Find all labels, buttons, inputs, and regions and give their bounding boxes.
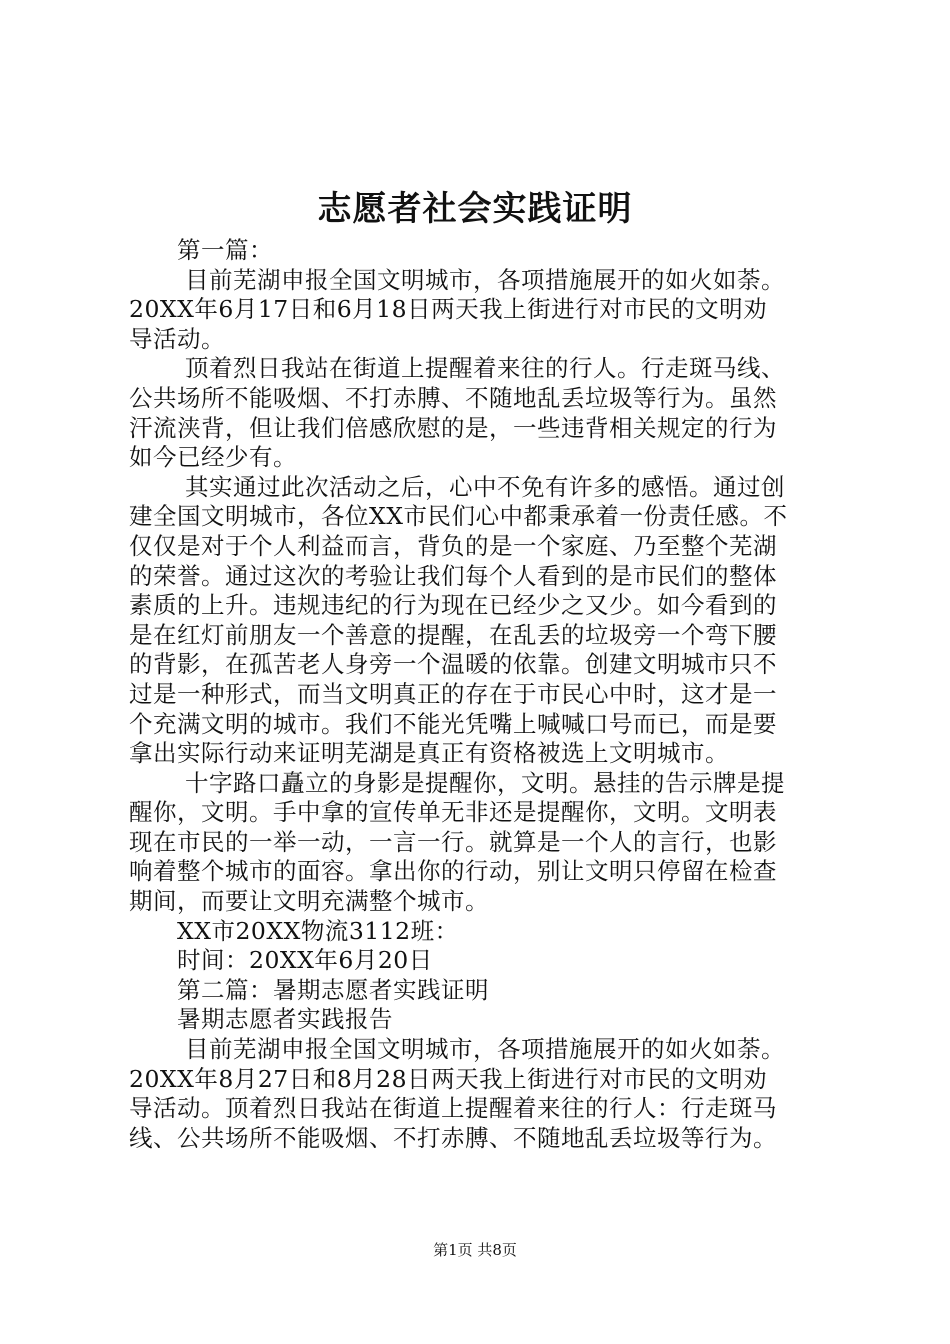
- page-footer: 第1页 共8页: [433, 1241, 517, 1259]
- text-line: 建全国文明城市，各位XX市民们心中都秉承着一份责任感。不: [129, 502, 788, 531]
- text-line: 素质的上升。违规违纪的行为现在已经少之又少。如今看到的: [129, 591, 777, 620]
- text-line: 拿出实际行动来证明芜湖是真正有资格被选上文明城市。: [129, 739, 729, 768]
- document-title: 志愿者社会实践证明: [317, 189, 633, 229]
- text-line: 暑期志愿者实践报告: [177, 1005, 393, 1034]
- text-line: 导活动。: [129, 324, 225, 353]
- document-body: [129, 236, 833, 1153]
- text-line: 响着整个城市的面容。拿出你的行动，别让文明只停留在检查: [129, 857, 777, 886]
- text-line: 是在红灯前朋友一个善意的提醒，在乱丢的垃圾旁一个弯下腰: [129, 620, 777, 649]
- text-line: 20XX年6月17日和6月18日两天我上街进行对市民的文明劝: [129, 295, 768, 324]
- text-line: 期间，而要让文明充满整个城市。: [129, 887, 489, 916]
- text-line: 其实通过此次活动之后，心中不免有许多的感悟。通过创: [185, 472, 785, 501]
- text-line: 20XX年8月27日和8月28日两天我上街进行对市民的文明劝: [129, 1064, 768, 1093]
- text-line: 十字路口矗立的身影是提醒你，文明。悬挂的告示牌是提: [185, 768, 785, 797]
- text-line: 过是一种形式，而当文明真正的存在于市民心中时，这才是一: [129, 679, 777, 708]
- text-line: 导活动。顶着烈日我站在街道上提醒着来往的行人：行走斑马: [129, 1094, 777, 1123]
- text-line: 线、公共场所不能吸烟、不打赤膊、不随地乱丢垃圾等行为。: [129, 1123, 777, 1152]
- text-line: 现在市民的一举一动，一言一行。就算是一个人的言行，也影: [129, 827, 777, 856]
- text-line: 仅仅是对于个人利益而言，背负的是一个家庭、乃至整个芜湖: [129, 531, 777, 560]
- text-line: 目前芜湖申报全国文明城市，各项措施展开的如火如荼。: [185, 265, 785, 294]
- text-line: 第一篇：: [177, 236, 273, 264]
- text-line: 如今已经少有。: [129, 443, 297, 472]
- text-line: 的背影，在孤苦老人身旁一个温暖的依靠。创建文明城市只不: [129, 650, 777, 679]
- text-line: 醒你，文明。手中拿的宣传单无非还是提醒你，文明。文明表: [129, 798, 777, 827]
- text-line: 目前芜湖申报全国文明城市，各项措施展开的如火如荼。: [185, 1035, 785, 1064]
- text-line: XX市20XX物流3112班：: [177, 916, 459, 945]
- text-line: 顶着烈日我站在街道上提醒着来往的行人。行走斑马线、: [185, 354, 785, 383]
- text-line: 的荣誉。通过这次的考验让我们每个人看到的是市民们的整体: [129, 561, 777, 590]
- text-line: 汗流浃背，但让我们倍感欣慰的是，一些违背相关规定的行为: [129, 413, 777, 442]
- text-line: 公共场所不能吸烟、不打赤膊、不随地乱丢垃圾等行为。虽然: [129, 383, 777, 412]
- text-line: 个充满文明的城市。我们不能光凭嘴上喊喊口号而已，而是要: [129, 709, 777, 738]
- text-line: 时间：20XX年6月20日: [177, 946, 433, 975]
- text-line: 第二篇：暑期志愿者实践证明: [177, 975, 489, 1004]
